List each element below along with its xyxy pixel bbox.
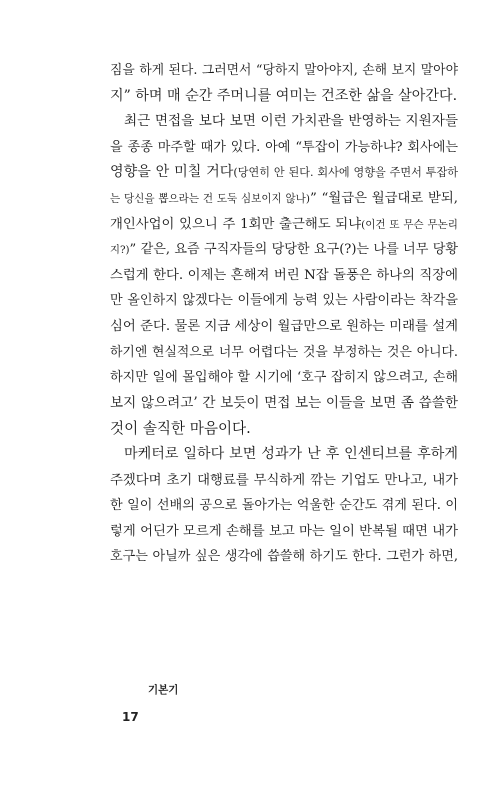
running-footer-label: 기본기: [148, 684, 179, 696]
text-line: 주겠다며 초기 대행료를 무식하게 깎는 기업도 만나고, 내가: [110, 472, 458, 488]
text-line: 하지만 일에 몰입해야 할 시기에 ‘호구 잡히지 않으려고, 손해: [110, 370, 458, 386]
text-line: 렇게 어딘가 모르게 손해를 보고 마는 일이 반복될 때면 내가: [110, 523, 458, 539]
text-line: [110, 212, 458, 238]
text-line: 을 종종 마주할 때가 있다. 아예 “투잡이 가능하냐? 회사에는: [110, 139, 458, 155]
paragraph-2: [110, 109, 458, 442]
text-line: 만 올인하지 않겠다는 이들에게 능력 있는 사람이라는 착각을: [110, 293, 458, 309]
text-line: 최근 면접을 보다 보면 이런 가치관을 반영하는 지원자들: [124, 113, 458, 130]
text-line: [110, 237, 458, 263]
text-line: 하기엔 현실적으로 너무 어렵다는 것을 부정하는 것은 아니다.: [110, 344, 458, 360]
text-line: [110, 186, 458, 212]
text-line: 짐을 하게 된다. 그러면서 “당하지 말아야지, 손해 보지 말아야: [110, 63, 458, 78]
text-span: 영향을 안 미칠 거다: [110, 164, 234, 181]
aside-note: 지?): [110, 244, 130, 257]
text-line: 마케터로 일하다 보면 성과가 난 후 인센티브를 후하게: [124, 445, 458, 462]
paragraph-1: [110, 58, 458, 109]
text-line: 스럽게 한다. 이제는 흔해져 버린 N잡 돌풍은 하나의 직장에: [110, 267, 458, 283]
aside-note: (이건 또 무슨 무논리: [361, 218, 458, 231]
text-line: 지” 하며 매 순간 주머니를 여미는 건조한 삶을 살아간다.: [110, 87, 458, 104]
text-span: ” “월급은 월급대로 받되,: [309, 190, 458, 206]
page-number: 17: [122, 710, 139, 724]
aside-note: (당연히 안 된다. 회사에 영향을 주면서 투잡하: [233, 166, 458, 180]
text-line: [110, 160, 458, 186]
text-line: 보지 않으려고’ 간 보듯이 면접 보는 이들을 보면 좀 씁쓸한: [110, 394, 458, 411]
text-line: 심어 준다. 물론 지금 세상이 월급만으로 원하는 미래를 설계: [110, 318, 458, 334]
text-line: 것이 솔직한 마음이다.: [110, 420, 251, 438]
body-text: [110, 58, 458, 570]
text-span: 개인사업이 있으니 주 1회만 출근해도 되냐: [110, 216, 362, 232]
text-span: ” 같은, 요즘 구직자들의 당당한 요구(?)는 나를 너무 당황: [129, 242, 458, 258]
paragraph-3: [110, 442, 458, 570]
aside-note: 는 당신을 뽑으라는 건 도둑 심보이지 않나): [110, 192, 310, 205]
text-line: 한 일이 선배의 공으로 돌아가는 억울한 순간도 겪게 된다. 이: [110, 498, 458, 514]
text-line: 호구는 아닐까 싶은 생각에 씁쓸해 하기도 한다. 그런가 하면,: [110, 549, 458, 565]
